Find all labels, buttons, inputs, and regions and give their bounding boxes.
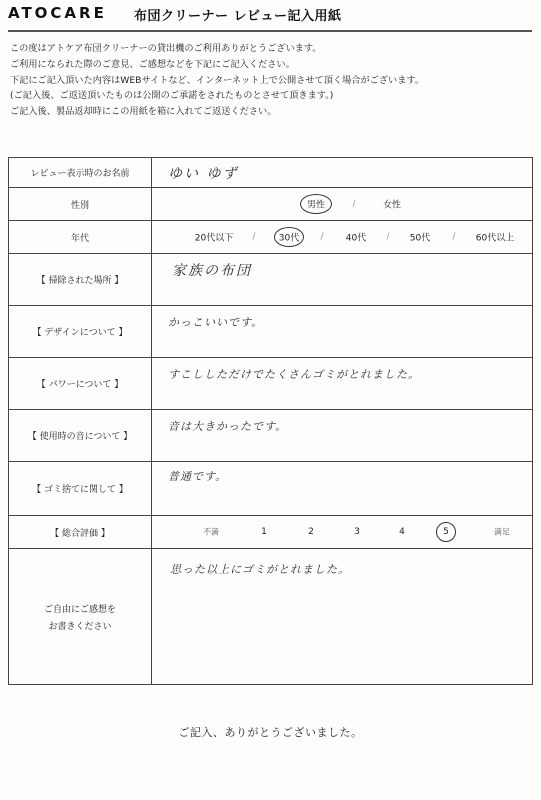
rating-low-label: 不満 bbox=[203, 527, 219, 537]
place-value: 家族の布団 bbox=[172, 263, 252, 279]
rating-option-2[interactable]: 2 bbox=[308, 527, 314, 537]
place-field[interactable] bbox=[152, 254, 533, 306]
intro-line: ご記入後、製品返却時にこの用紙を箱に入れてご返送ください。 bbox=[10, 106, 277, 118]
rating-option-4[interactable]: 4 bbox=[399, 527, 405, 537]
separator: / bbox=[352, 199, 356, 209]
rating-high-label: 満足 bbox=[494, 527, 510, 537]
design-row bbox=[9, 306, 533, 358]
comments-row bbox=[9, 549, 533, 685]
sound-label: 【 使用時の音について 】 bbox=[9, 410, 152, 462]
separator: / bbox=[452, 232, 456, 242]
comments-field[interactable] bbox=[152, 549, 533, 685]
sound-field[interactable] bbox=[152, 410, 533, 462]
sound-value: 音は大きかったです。 bbox=[168, 420, 288, 433]
review-form bbox=[8, 157, 533, 685]
intro-text bbox=[10, 41, 530, 120]
intro-line: ご利用になられた際のご意見、ご感想などを下記にご記入ください。 bbox=[10, 58, 295, 70]
gender-field bbox=[152, 188, 533, 221]
design-label: 【 デザインについて 】 bbox=[9, 306, 152, 358]
name-value: ゆい ゆず bbox=[168, 166, 239, 182]
gender-option-male[interactable]: 男性 bbox=[306, 200, 326, 211]
rating-field bbox=[152, 516, 533, 549]
name-label: レビュー表示時のお名前 bbox=[9, 158, 152, 188]
gender-row bbox=[9, 188, 533, 221]
place-row bbox=[9, 254, 533, 306]
name-field[interactable] bbox=[152, 158, 533, 188]
age-option-20s[interactable]: 20代以下 bbox=[194, 233, 234, 244]
separator: / bbox=[252, 232, 256, 242]
name-row bbox=[9, 158, 533, 188]
intro-line: 下記にご記入頂いた内容はWEBサイトなど、インターネット上で公開させて頂く場合がございます。 bbox=[10, 74, 425, 86]
power-label: 【 パワーについて 】 bbox=[9, 358, 152, 410]
age-row bbox=[9, 221, 533, 254]
form-title: 布団クリーナー レビュー記入用紙 bbox=[134, 9, 342, 24]
rating-option-3[interactable]: 3 bbox=[354, 527, 360, 537]
rating-option-1[interactable]: 1 bbox=[261, 527, 267, 537]
comments-label-line: お書きください bbox=[48, 621, 112, 632]
comments-value: 思った以上にゴミがとれました。 bbox=[170, 563, 350, 576]
rating-option-5[interactable]: 5 bbox=[443, 527, 449, 537]
gender-label: 性別 bbox=[9, 188, 152, 221]
intro-line: (ご記入後、ご返送頂いたものは公開のご承諾をされたものとさせて頂きます。) bbox=[10, 90, 334, 102]
header bbox=[8, 4, 533, 26]
trash-field[interactable] bbox=[152, 462, 533, 516]
trash-label: 【 ゴミ捨てに関して 】 bbox=[9, 462, 152, 516]
design-value: かっこいいです。 bbox=[168, 316, 264, 329]
rating-row bbox=[9, 516, 533, 549]
separator: / bbox=[386, 232, 390, 242]
gender-option-female[interactable]: 女性 bbox=[382, 200, 402, 211]
header-divider bbox=[8, 30, 532, 32]
age-option-60s[interactable]: 60代以上 bbox=[475, 233, 515, 244]
age-option-30s[interactable]: 30代 bbox=[278, 233, 300, 244]
intro-line: この度はアトケア布団クリーナーの貸出機のご利用ありがとうございます。 bbox=[10, 43, 322, 54]
power-row bbox=[9, 358, 533, 410]
comments-label bbox=[9, 549, 152, 685]
separator: / bbox=[320, 232, 324, 242]
rating-label: 【 総合評価 】 bbox=[9, 516, 152, 549]
place-label: 【 掃除された場所 】 bbox=[9, 254, 152, 306]
comments-label-line: ご自由にご感想を bbox=[43, 604, 116, 615]
trash-row bbox=[9, 462, 533, 516]
design-field[interactable] bbox=[152, 306, 533, 358]
age-option-50s[interactable]: 50代 bbox=[409, 233, 431, 244]
sound-row bbox=[9, 410, 533, 462]
trash-value: 普通です。 bbox=[168, 470, 228, 483]
power-field[interactable] bbox=[152, 358, 533, 410]
age-field bbox=[152, 221, 533, 254]
brand-logo: ATOCARE bbox=[8, 4, 107, 22]
age-option-40s[interactable]: 40代 bbox=[345, 233, 367, 244]
closing-message: ご記入、ありがとうございました。 bbox=[178, 726, 363, 739]
power-value: すこししただけでたくさんゴミがとれました。 bbox=[168, 368, 420, 381]
age-label: 年代 bbox=[9, 221, 152, 254]
